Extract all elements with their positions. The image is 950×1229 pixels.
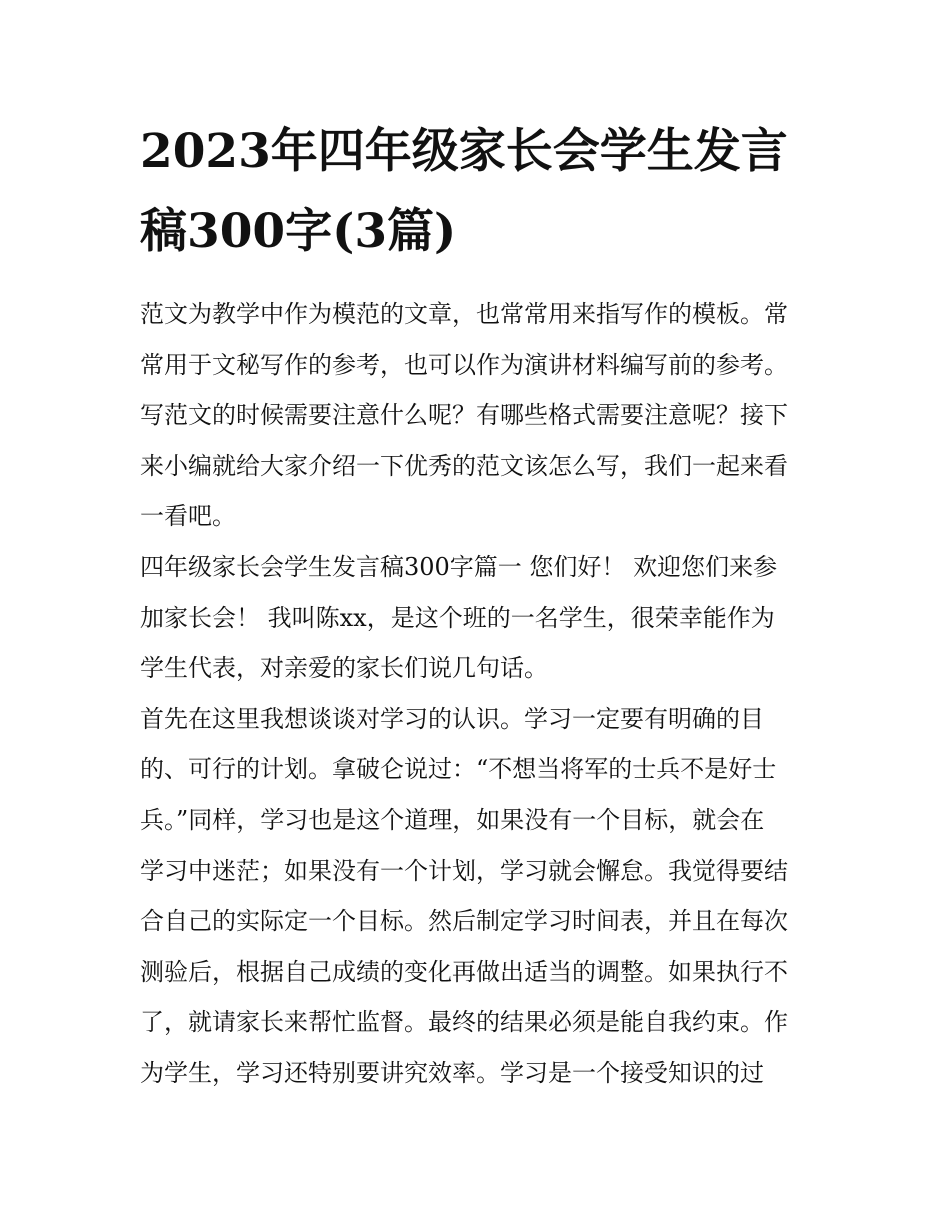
text-line: 加家长会！ 我叫陈xx，是这个班的一名学生，很荣幸能作为 [140,603,775,632]
text-line: 的、可行的计划。拿破仑说过：“不想当将军的士兵不是好士 [140,755,777,784]
speech-opening-paragraph [140,542,812,694]
text-line: 范文为教学中作为模范的文章，也常常用来指写作的模板。常 [140,300,788,328]
document-title [140,112,812,272]
text-line: 为学生，学习还特别要讲究效率。学习是一个接受知识的过 [140,1058,764,1087]
text-line: 学生代表，对亲爱的家长们说几句话。 [140,654,548,683]
intro-paragraph [140,289,812,542]
text-line: 测验后，根据自己成绩的变化再做出适当的调整。如果执行不 [140,957,788,986]
document-page [140,112,812,1099]
text-line: 来小编就给大家介绍一下优秀的范文该怎么写，我们一起来看 [140,451,788,480]
text-line: 合自己的实际定一个目标。然后制定学习时间表，并且在每次 [140,907,788,936]
text-line: 四年级家长会学生发言稿300字篇一 您们好！ 欢迎您们来参 [140,552,778,581]
title-line: 稿300字(3篇) [140,204,457,259]
study-paragraph [140,694,812,1099]
text-line: 学习中迷茫；如果没有一个计划，学习就会懈怠。我觉得要结 [140,856,788,885]
text-line: 了，就请家长来帮忙监督。最终的结果必须是能自我约束。作 [140,1008,788,1037]
text-line: 一看吧。 [140,502,236,531]
title-line: 2023年四年级家长会学生发言 [140,124,788,179]
text-line: 兵。”同样，学习也是这个道理，如果没有一个目标，就会在 [140,805,765,834]
text-line: 常用于文秘写作的参考，也可以作为演讲材料编写前的参考。 [140,350,788,379]
document-body [140,289,812,1099]
text-line: 首先在这里我想谈谈对学习的认识。学习一定要有明确的目 [140,704,764,733]
text-line: 写范文的时候需要注意什么呢？有哪些格式需要注意呢？接下 [140,401,788,430]
